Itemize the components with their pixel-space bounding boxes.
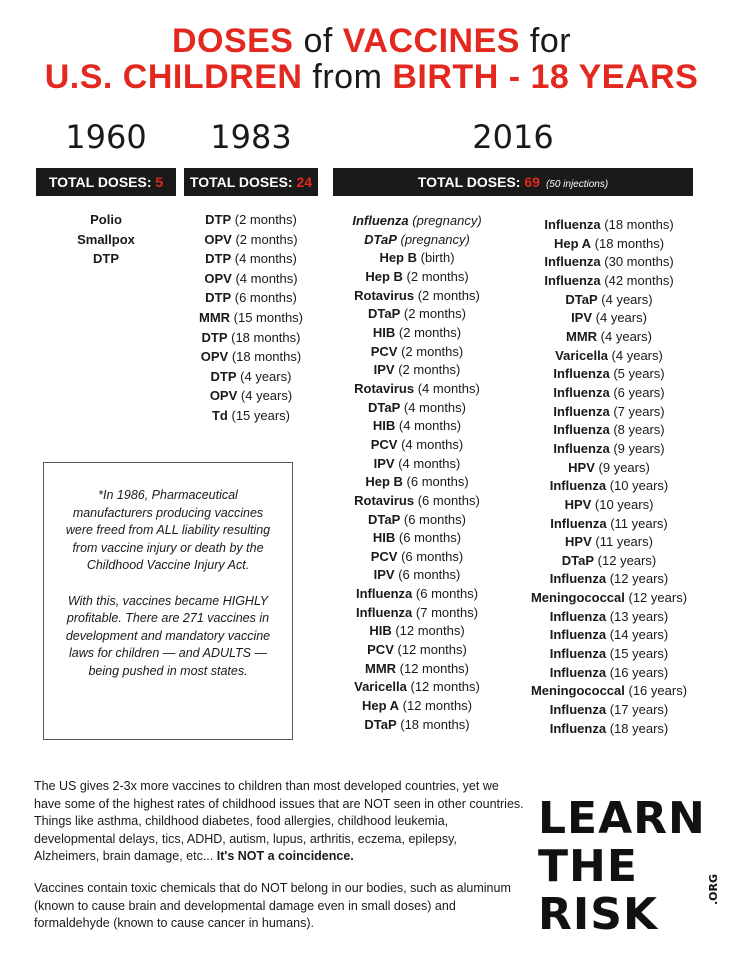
vaccine-dose-row [184, 367, 318, 387]
vaccine-name: Hep A [553, 235, 592, 251]
vaccine-dose-row [333, 511, 501, 530]
vaccine-name: HPV [564, 496, 592, 512]
vaccine-name: IPV [373, 362, 395, 378]
vaccine-name: Rotavirus [354, 287, 415, 303]
vaccine-name: DTP [205, 290, 232, 306]
vaccine-dose-row [523, 515, 695, 534]
vaccine-name: DTP [205, 212, 232, 227]
vaccine-dose-row [333, 231, 501, 250]
vaccine-dose-row [523, 664, 695, 683]
total-doses-label: TOTAL DOSES: [48, 174, 156, 190]
vaccine-dose-row [184, 328, 318, 348]
vaccine-name: HPV [568, 459, 595, 475]
vaccine-dose-row [333, 399, 501, 418]
list-1983 [184, 210, 318, 426]
vaccine-name: Influenza [549, 702, 607, 718]
vaccine-dose-row [36, 210, 176, 230]
vaccine-name: Influenza [550, 515, 607, 531]
vaccine-name: DTaP [367, 399, 401, 415]
dose-age: (42 months) [600, 272, 674, 288]
vaccine-dose-row [333, 287, 501, 306]
title-vaccines: VACCINES [342, 22, 520, 60]
vaccine-dose-row [523, 552, 695, 571]
title-birth-18: BIRTH - 18 YEARS [392, 58, 699, 96]
vaccine-name: DTaP [364, 231, 397, 247]
dose-age: (4 months) [231, 251, 297, 267]
vaccine-dose-row [333, 343, 501, 362]
dose-age: (18 months) [396, 716, 470, 732]
vaccine-dose-row [333, 697, 501, 716]
vaccine-name: Influenza [549, 720, 607, 736]
vaccine-dose-row [333, 548, 501, 567]
dose-age: (9 years) [594, 459, 650, 475]
total-doses-1983 [184, 168, 318, 196]
dose-age: (12 months) [406, 679, 480, 695]
dose-age: (18 months) [227, 329, 301, 345]
dose-age: (6 months) [397, 548, 464, 564]
vaccine-dose-row [333, 380, 501, 399]
dose-age: (18 months) [591, 235, 665, 251]
title-of: of [293, 22, 343, 60]
dose-age: (15 months) [230, 309, 304, 325]
footer-emphasis: It's NOT a coincidence. [216, 849, 354, 864]
dose-age: (10 years) [591, 496, 654, 512]
vaccine-name: Influenza [549, 646, 607, 662]
logo-line-3: RISK [538, 889, 659, 940]
dose-age: (birth) [417, 250, 455, 266]
vaccine-name: Influenza [549, 478, 607, 494]
dose-age: (16 years) [624, 683, 688, 699]
dose-age: (6 years) [609, 384, 665, 400]
vaccine-name: DTP [205, 251, 232, 267]
vaccine-dose-row [523, 421, 695, 440]
dose-age: (6 months) [400, 511, 466, 527]
dose-age: (15 years) [227, 407, 291, 423]
vaccine-name: OPV [204, 231, 232, 247]
vaccine-dose-row [184, 210, 318, 230]
vaccine-name: Smallpox [77, 231, 135, 247]
footer-text-1: The US gives 2-3x more vaccines to children than most developed countries, yet we have some of the highest rates of childhood issues that are NOT seen in other countries. Things like asthma, childhood diabetes, food allergies, childhood leukemia, developmental delays, tics, ADHD, autism, lupus, arthritis, eczema, epilepsy, Alzheimers, brain damage, etc... [34, 779, 524, 864]
liability-note-box [43, 462, 293, 740]
dose-age: (6 months) [394, 567, 461, 583]
dose-age: (4 years) [597, 328, 652, 344]
title-doses: DOSES [171, 22, 294, 60]
vaccine-name: HIB [372, 418, 396, 434]
vaccine-dose-row [523, 645, 695, 664]
vaccine-name: Polio [90, 212, 122, 227]
dose-age: (4 months) [231, 270, 298, 286]
dose-age: (4 months) [397, 436, 464, 452]
vaccine-dose-row [184, 288, 318, 308]
vaccine-dose-row [333, 585, 501, 604]
total-doses-count: 5 [155, 174, 164, 190]
dose-age: (4 years) [236, 368, 292, 384]
vaccine-dose-row [523, 720, 695, 739]
dose-age: (4 years) [607, 347, 663, 363]
vaccine-dose-row [333, 361, 501, 380]
vaccine-dose-row [523, 440, 695, 459]
vaccine-dose-row [523, 570, 695, 589]
vaccine-name: PCV [370, 343, 398, 359]
dose-age: (2 months) [397, 343, 464, 359]
vaccine-dose-row [523, 272, 695, 291]
dose-age: (18 months) [600, 217, 674, 232]
vaccine-dose-row [523, 477, 695, 496]
dose-age: (4 months) [400, 399, 466, 415]
logo-org: .ORG [707, 873, 720, 905]
vaccine-name: HPV [565, 534, 592, 550]
title-us-children: U.S. CHILDREN [44, 58, 303, 96]
vaccine-name: Td [211, 407, 228, 423]
dose-age: (2 months) [395, 324, 462, 340]
vaccine-name: DTaP [367, 511, 401, 527]
vaccine-dose-row [184, 386, 318, 406]
dose-age: (2 months) [400, 306, 466, 322]
dose-age: (12 months) [396, 660, 470, 676]
dose-age: (2 months) [414, 287, 480, 303]
vaccine-dose-row [333, 660, 501, 679]
dose-age: (pregnancy) [408, 213, 482, 228]
dose-age: (2 months) [231, 231, 298, 247]
dose-age: (10 years) [606, 478, 669, 494]
vaccine-name: Influenza [544, 217, 601, 232]
year-1960: 1960 [65, 118, 147, 156]
vaccine-name: MMR [198, 309, 231, 325]
vaccine-name: DTaP [367, 306, 401, 322]
dose-age: (4 months) [395, 418, 462, 434]
list-2016-left [333, 212, 501, 734]
vaccine-name: Hep B [379, 250, 417, 266]
vaccine-dose-row [333, 622, 501, 641]
dose-age: (13 years) [606, 608, 669, 624]
vaccine-dose-row [184, 249, 318, 269]
vaccine-dose-row [333, 678, 501, 697]
vaccine-dose-row [523, 533, 695, 552]
dose-age: (6 months) [412, 586, 479, 602]
vaccine-name: Influenza [355, 586, 413, 602]
total-doses-2016 [333, 168, 693, 196]
vaccine-dose-row [333, 417, 501, 436]
vaccine-name: DTP [201, 329, 228, 345]
vaccine-dose-row [36, 249, 176, 269]
total-doses-count: 69 [524, 174, 540, 190]
vaccine-dose-row [333, 268, 501, 287]
vaccine-dose-row [523, 459, 695, 478]
dose-age: (30 months) [600, 254, 674, 270]
dose-age: (pregnancy) [396, 231, 470, 247]
vaccine-dose-row [523, 608, 695, 627]
vaccine-dose-row [333, 249, 501, 268]
title-from: from [302, 58, 393, 96]
vaccine-name: Influenza [553, 440, 610, 456]
dose-age: (17 years) [606, 702, 669, 718]
vaccine-dose-row [36, 230, 176, 250]
dose-age: (6 months) [414, 492, 480, 508]
vaccine-name: Influenza [544, 254, 601, 270]
vaccine-name: DTP [93, 251, 119, 267]
list-1960 [36, 210, 176, 269]
dose-age: (2 months) [402, 268, 469, 284]
vaccine-name: DTaP [561, 552, 595, 568]
dose-age: (8 years) [609, 422, 665, 438]
vaccine-name: Influenza [352, 213, 409, 228]
dose-age: (14 years) [606, 627, 669, 643]
vaccine-name: IPV [571, 310, 593, 326]
vaccine-name: IPV [373, 455, 395, 471]
vaccine-dose-row [333, 641, 501, 660]
vaccine-name: Rotavirus [354, 492, 415, 508]
vaccine-name: PCV [367, 642, 394, 658]
dose-age: (16 years) [606, 664, 669, 680]
dose-age: (18 years) [606, 720, 669, 736]
dose-age: (4 years) [597, 291, 653, 307]
vaccine-name: OPV [204, 270, 232, 286]
vaccine-dose-row [184, 308, 318, 328]
vaccine-dose-row [184, 230, 318, 250]
dose-age: (4 years) [237, 388, 293, 404]
vaccine-name: OPV [209, 388, 238, 404]
injections-note: (50 injections) [545, 179, 609, 190]
vaccine-dose-row [523, 496, 695, 515]
dose-age: (12 months) [399, 698, 473, 714]
vaccine-dose-row [333, 455, 501, 474]
vaccine-dose-row [333, 604, 501, 623]
dose-age: (12 years) [594, 552, 657, 568]
vaccine-name: Meningococcal [530, 590, 625, 606]
total-doses-label: TOTAL DOSES: [417, 174, 525, 190]
footer-paragraph-1 [34, 778, 524, 866]
vaccine-name: PCV [370, 548, 398, 564]
vaccine-dose-row [523, 682, 695, 701]
vaccine-dose-row [523, 347, 695, 366]
vaccine-dose-row [333, 212, 501, 231]
vaccine-dose-row [523, 589, 695, 608]
vaccine-name: Influenza [553, 422, 610, 438]
vaccine-name: IPV [373, 567, 395, 583]
dose-age: (7 years) [609, 403, 665, 419]
vaccine-dose-row [523, 365, 695, 384]
dose-age: (12 months) [393, 642, 467, 658]
vaccine-dose-row [523, 701, 695, 720]
dose-age: (2 months) [231, 212, 297, 227]
dose-age: (12 years) [606, 571, 669, 587]
vaccine-name: Rotavirus [354, 380, 415, 396]
list-2016-right [523, 216, 695, 738]
vaccine-name: Influenza [549, 664, 607, 680]
vaccine-dose-row [523, 328, 695, 347]
dose-age: (7 months) [412, 604, 479, 620]
dose-age: (6 months) [402, 474, 469, 490]
vaccine-dose-row [333, 305, 501, 324]
vaccine-name: MMR [566, 328, 598, 344]
vaccine-dose-row [184, 406, 318, 426]
vaccine-name: Influenza [549, 627, 607, 643]
vaccine-name: Influenza [549, 608, 607, 624]
logo-line-2: THE [538, 841, 638, 892]
vaccine-name: HIB [372, 530, 396, 546]
vaccine-name: Hep A [361, 698, 400, 714]
vaccine-name: DTP [210, 368, 237, 384]
dose-age: (4 months) [394, 455, 461, 471]
dose-age: (12 months) [391, 623, 465, 639]
vaccine-dose-row [333, 529, 501, 548]
vaccine-name: HIB [369, 623, 392, 639]
vaccine-dose-row [523, 403, 695, 422]
vaccine-name: Influenza [355, 604, 413, 620]
total-doses-1960 [36, 168, 176, 196]
year-2016: 2016 [472, 118, 554, 156]
vaccine-dose-row [333, 716, 501, 735]
total-doses-label: TOTAL DOSES: [189, 174, 297, 190]
vaccine-name: DTaP [565, 291, 598, 307]
note-paragraph-1: *In 1986, Pharmaceutical manufacturers producing vaccines were freed from ALL liability resulting from vaccine injury or death by the Childhood Vaccine Injury Act. [65, 488, 271, 572]
vaccine-name: Influenza [549, 571, 607, 587]
vaccine-name: Varicella [354, 679, 407, 695]
dose-age: (15 years) [606, 646, 669, 662]
title-for: for [519, 22, 572, 60]
vaccine-dose-row [333, 473, 501, 492]
vaccine-name: DTaP [364, 716, 397, 732]
vaccine-name: Hep B [365, 268, 403, 284]
vaccine-name: OPV [200, 349, 229, 365]
dose-age: (9 years) [609, 440, 665, 456]
vaccine-name: Meningococcal [530, 683, 625, 699]
vaccine-dose-row [523, 384, 695, 403]
dose-age: (4 months) [414, 380, 480, 396]
vaccine-dose-row [523, 216, 695, 235]
vaccine-dose-row [333, 492, 501, 511]
vaccine-name: Influenza [553, 384, 610, 400]
vaccine-name: MMR [364, 660, 397, 676]
vaccine-name: Influenza [553, 366, 610, 382]
vaccine-name: HIB [372, 324, 396, 340]
vaccine-name: Influenza [553, 403, 610, 419]
vaccine-dose-row [523, 626, 695, 645]
dose-age: (6 months) [395, 530, 462, 546]
title-line-1 [0, 22, 743, 60]
vaccine-dose-row [184, 269, 318, 289]
dose-age: (18 months) [228, 349, 302, 365]
vaccine-dose-row [333, 324, 501, 343]
year-1983: 1983 [210, 118, 292, 156]
vaccine-dose-row [523, 253, 695, 272]
total-doses-count: 24 [296, 174, 313, 190]
dose-age: (4 years) [592, 310, 647, 326]
note-paragraph-2: With this, vaccines became HIGHLY profitable. There are 271 vaccines in development and mandatory vaccine laws for children — and ADULTS — being pushed in most states. [65, 593, 271, 678]
vaccine-dose-row [184, 347, 318, 367]
vaccine-dose-row [523, 235, 695, 254]
vaccine-name: PCV [370, 436, 398, 452]
vaccine-name: Varicella [555, 347, 608, 363]
dose-age: (11 years) [591, 534, 653, 550]
footer-paragraph-2: Vaccines contain toxic chemicals that do NOT belong in our bodies, such as aluminum (known to cause brain and developmental damage even in small doses) and formaldehyde (known to cause cancer in humans). [34, 881, 511, 931]
dose-age: (2 months) [394, 362, 461, 378]
vaccine-name: Hep B [365, 474, 403, 490]
logo-line-1: LEARN [538, 793, 706, 844]
learn-the-risk-logo [538, 795, 718, 939]
dose-age: (11 years) [606, 515, 668, 531]
vaccine-dose-row [523, 309, 695, 328]
dose-age: (5 years) [609, 366, 665, 382]
dose-age: (12 years) [624, 590, 688, 606]
vaccine-dose-row [523, 291, 695, 310]
vaccine-dose-row [333, 436, 501, 455]
title-line-2 [0, 58, 743, 96]
vaccine-name: Influenza [544, 272, 601, 288]
vaccine-dose-row [333, 566, 501, 585]
dose-age: (6 months) [231, 290, 297, 306]
